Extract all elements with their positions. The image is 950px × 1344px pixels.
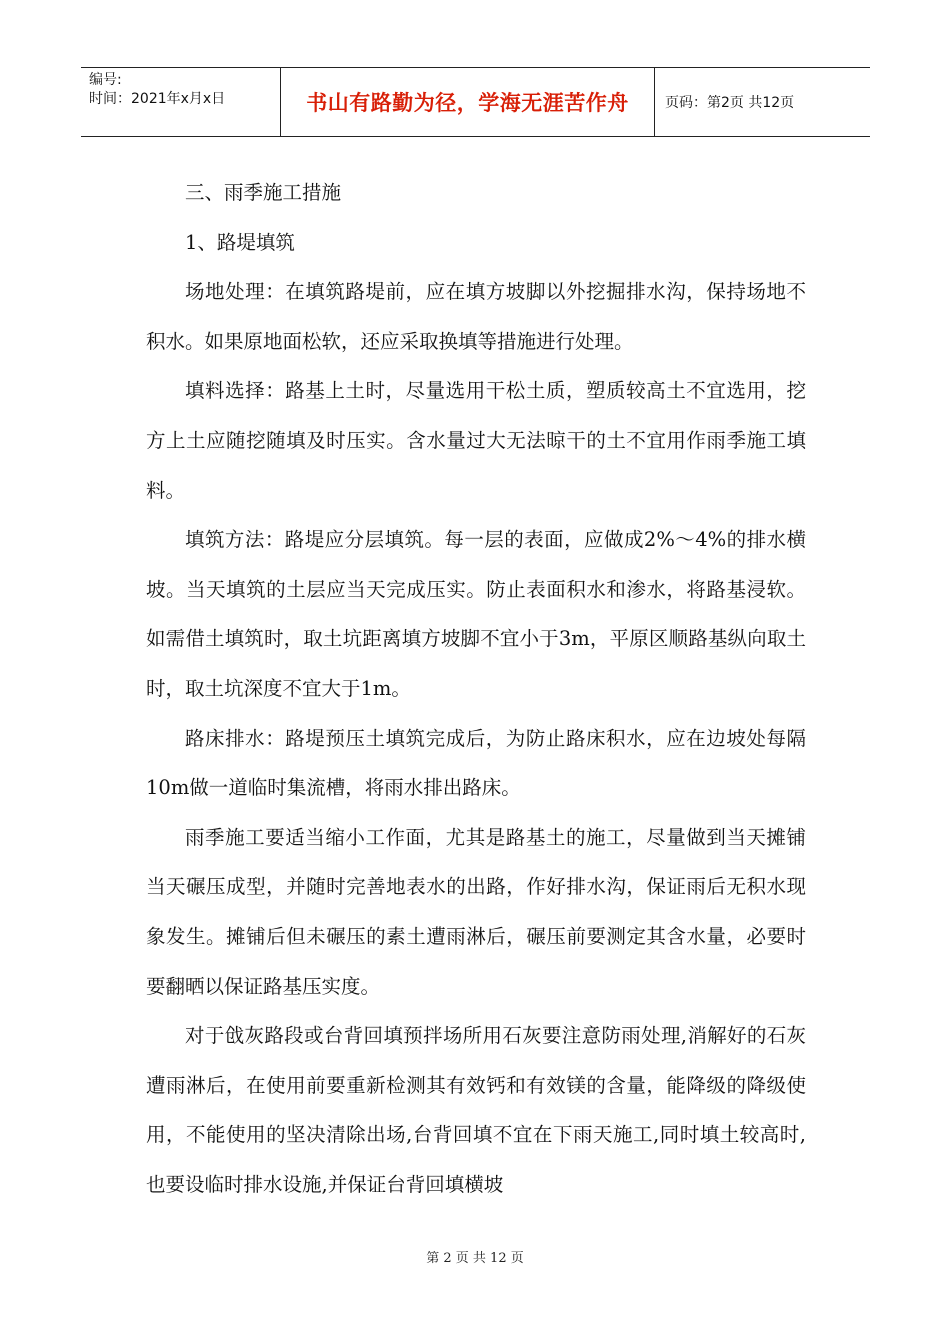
paragraph-filling-method: 填筑方法：路堤应分层填筑。每一层的表面，应做成2%～4%的排水横坡。当天填筑的土层应当天完成压实。防止表面积水和渗水，将路基浸软。如需借土填筑时，取土坑距离填方坡脚不宜小于3m，平原区顺路基纵向取土时，取土坑深度不宜大于1m。 bbox=[146, 528, 806, 700]
page-header bbox=[81, 67, 870, 137]
paragraph-lime-backfill: 对于戗灰路段或台背回填预拌场所用石灰要注意防雨处理,消解好的石灰遭雨淋后，在使用前要重新检测其有效钙和有效镁的含量，能降级的降级使用，不能使用的坚决清除出场,台背回填不宜在下雨天施工,同时填土较高时,也要设临时排水设施,并保证台背回填横坡 bbox=[146, 1024, 806, 1196]
document-time-label: 时间：2021年x月x日 bbox=[89, 91, 226, 107]
subsection-heading: 1、路堤填筑 bbox=[185, 230, 295, 254]
header-motto: 书山有路勤为径，学海无涯苦作舟 bbox=[306, 91, 629, 115]
header-meta bbox=[81, 68, 281, 136]
paragraph-rainy-season-work: 雨季施工要适当缩小工作面，尤其是路基土的施工，尽量做到当天摊铺当天碾压成型，并随时完善地表水的出路，作好排水沟，保证雨后无积水现象发生。摊铺后但未碾压的素土遭雨淋后，碾压前要测定其含水量，必要时要翻晒以保证路基压实度。 bbox=[146, 825, 806, 998]
section-heading: 三、雨季施工措施 bbox=[185, 181, 342, 204]
header-page-number: 页码：第2页 共12页 bbox=[665, 95, 795, 111]
document-number-label: 编号: bbox=[89, 72, 122, 88]
paragraph-site-treatment: 场地处理：在填筑路堤前，应在填方坡脚以外挖掘排水沟，保持场地不积水。如果原地面松软，还应采取换填等措施进行处理。 bbox=[146, 280, 806, 353]
paragraph-fill-selection: 填料选择：路基上土时，尽量选用干松土质，塑质较高土不宜选用，挖方上土应随挖随填及时压实。含水量过大无法晾干的土不宜用作雨季施工填料。 bbox=[146, 379, 806, 502]
paragraph-subgrade-drainage: 路床排水：路堤预压土填筑完成后，为防止路床积水，应在边坡处每隔10m做一道临时集流槽，将雨水排出路床。 bbox=[146, 726, 806, 800]
header-motto-cell bbox=[281, 68, 655, 136]
header-page-cell bbox=[655, 68, 870, 136]
document-body bbox=[146, 168, 806, 1209]
page-footer: 第 2 页 共 12 页 bbox=[426, 1251, 524, 1266]
